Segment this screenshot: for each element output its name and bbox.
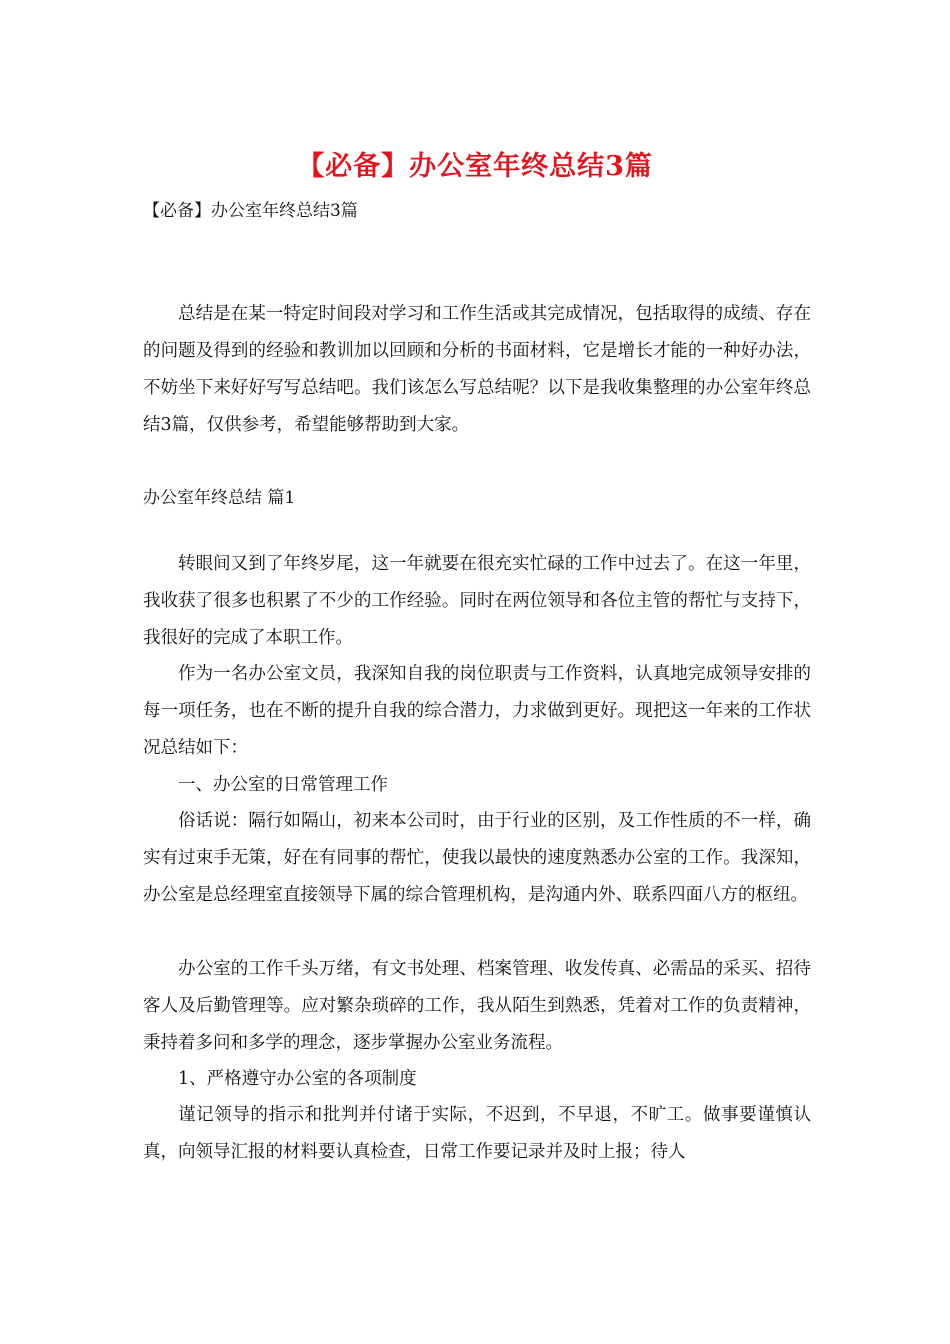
paragraph-1: 转眼间又到了年终岁尾，这一年就要在很充实忙碌的工作中过去了。在这一年里，我收获了很多也积累了不少的工作经验。同时在两位领导和各位主管的帮忙与支持下，我很好的完成了本职工作。	[143, 554, 811, 648]
paragraph-3: 俗话说：隔行如隔山，初来本公司时，由于行业的区别，及工作性质的不一样，确实有过束手无策，好在有同事的帮忙，使我以最快的速度熟悉办公室的工作。我深知，办公室是总经理室直接领导下属的综合管理机构，是沟通内外、联系四面八方的枢纽。	[143, 811, 811, 905]
subheading-daily-management: 一、办公室的日常管理工作	[178, 775, 388, 795]
section-heading-1: 办公室年终总结 篇1	[143, 488, 296, 508]
paragraph-4: 办公室的工作千头万绪，有文书处理、档案管理、收发传真、必需品的采买、招待客人及后勤管理等。应对繁杂琐碎的工作，我从陌生到熟悉，凭着对工作的负责精神，秉持着多问和多学的理念，逐步掌握办公室业务流程。	[143, 959, 811, 1053]
paragraph-5: 谨记领导的指示和批判并付诸于实际，不迟到，不早退，不旷工。做事要谨慎认真，向领导汇报的材料要认真检查，日常工作要记录并及时上报；待人	[143, 1105, 811, 1162]
document-title: 【必备】办公室年终总结3篇	[297, 151, 653, 182]
paragraph-2: 作为一名办公室文员，我深知自我的岗位职责与工作资料，认真地完成领导安排的每一项任务，也在不断的提升自我的综合潜力，力求做到更好。现把这一年来的工作状况总结如下：	[143, 664, 811, 758]
intro-paragraph: 总结是在某一特定时间段对学习和工作生活或其完成情况，包括取得的成绩、存在的问题及得到的经验和教训加以回顾和分析的书面材料，它是增长才能的一种好办法，不妨坐下来好好写写总结吧。我们该怎么写总结呢？以下是我收集整理的办公室年终总结3篇，仅供参考，希望能够帮助到大家。	[143, 304, 811, 435]
subheading-office-rules: 1、严格遵守办公室的各项制度	[178, 1069, 417, 1089]
document-subtitle: 【必备】办公室年终总结3篇	[143, 201, 358, 221]
